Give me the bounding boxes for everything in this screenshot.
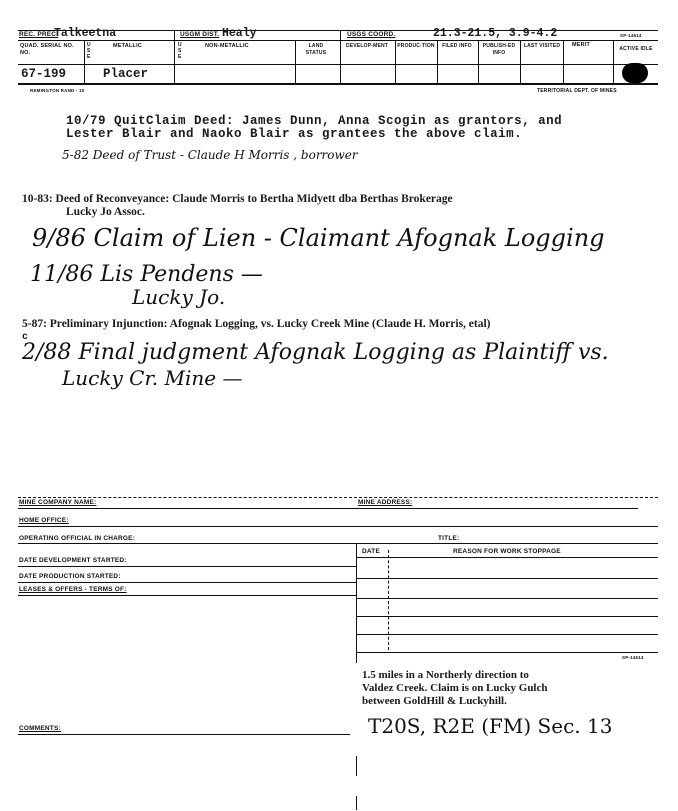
rec-prec-value: Talkeetna [54,27,117,40]
col-land-status: LAND STATUS [305,43,327,56]
mine-address-label: MINE ADDRESS: [358,499,413,506]
date-production-label: DATE PRODUCTION STARTED: [19,573,121,580]
entry-c-mark: c [22,332,29,343]
active-indicator-mark [622,63,648,83]
home-office-label: HOME OFFICE: [19,517,69,524]
entry-preliminary-injunction: 5-87: Preliminary Injunction: Afognak Logging, vs. Lucky Creek Mine (Claude H. Morris, etal) [22,318,491,330]
entry-deed-of-trust: 5-82 Deed of Trust - Claude H Morris , borrower [62,148,358,162]
print-mark-right: TERRITORIAL DEPT. OF MINES [537,88,617,94]
serial-number: 67-199 [21,67,67,81]
col-non-metallic: NON-METALLIC [205,43,249,49]
rec-prec-label: REC. PREC. [19,31,59,38]
usgs-coord-label: USGS COORD. [347,31,396,38]
col-use-1: U S E [87,42,91,60]
col-metallic: METALLIC [113,43,142,49]
date-development-label: DATE DEVELOPMENT STARTED: [19,557,127,564]
col-filed-info: FILED INFO [442,43,472,49]
col-quad-serial: QUAD. SERIAL NO. NO. [20,43,74,56]
col-last-visited: LAST VISITED [523,43,561,49]
print-mark-left: REMINGTON RAND - 10 [30,88,85,93]
operating-official-label: OPERATING OFFICIAL IN CHARGE: [19,535,136,542]
entry-reconveyance-line2: Lucky Jo Assoc. [66,206,145,218]
location-line3: between GoldHill & Luckyhill. [362,695,507,707]
date-column-header: DATE [362,548,381,555]
reason-column-header: REASON FOR WORK STOPPAGE [453,548,561,555]
metallic-value: Placer [103,67,149,81]
entry-quitclaim-line1: 10/79 QuitClaim Deed: James Dunn, Anna Scogin as grantors, and [66,114,563,128]
col-development: DEVELOP-MENT [345,43,389,49]
usgm-dist-label: USGM DIST. [180,31,220,38]
col-use-2: U S E [178,42,182,60]
form-number: SP-14614 [620,33,642,38]
location-legal-description: T20S, R2E (FM) Sec. 13 [368,714,613,738]
col-published-info: PUBLISH-ED INFO [482,43,516,56]
entry-reconveyance-line1: 10-83: Deed of Reconveyance: Claude Morris to Bertha Midyett dba Berthas Brokerage [22,193,453,205]
col-merit: MERIT [572,42,591,48]
form-number-bottom: SP-14614 [622,655,644,660]
mine-company-label: MINE COMPANY NAME: [19,499,97,506]
usgs-coord-value: 21.3-21.5, 3.9-4.2 [433,27,558,40]
entry-claim-of-lien: 9/86 Claim of Lien - Claimant Afognak Logging [32,224,605,252]
entry-quitclaim-line2: Lester Blair and Naoko Blair as grantees the above claim. [66,127,523,141]
col-active-idle: ACTIVE IDLE [619,46,653,52]
entry-lis-pendens: 11/86 Lis Pendens — [30,262,263,287]
entry-final-judgment-line2: Lucky Cr. Mine — [62,366,243,390]
entry-final-judgment-line1: 2/88 Final judgment Afognak Logging as Plaintiff vs. [22,340,609,365]
entry-lucky-jo: Lucky Jo. [132,285,226,309]
location-line1: 1.5 miles in a Northerly direction to [362,669,529,681]
col-production: PRODUC-TION [397,43,435,49]
leases-label: LEASES & OFFERS - TERMS OF: [19,586,127,593]
title-label: TITLE: [438,535,460,542]
location-line2: Valdez Creek. Claim is on Lucky Gulch [362,682,548,694]
comments-label: COMMENTS: [19,725,61,732]
usgm-dist-value: Healy [222,27,257,40]
